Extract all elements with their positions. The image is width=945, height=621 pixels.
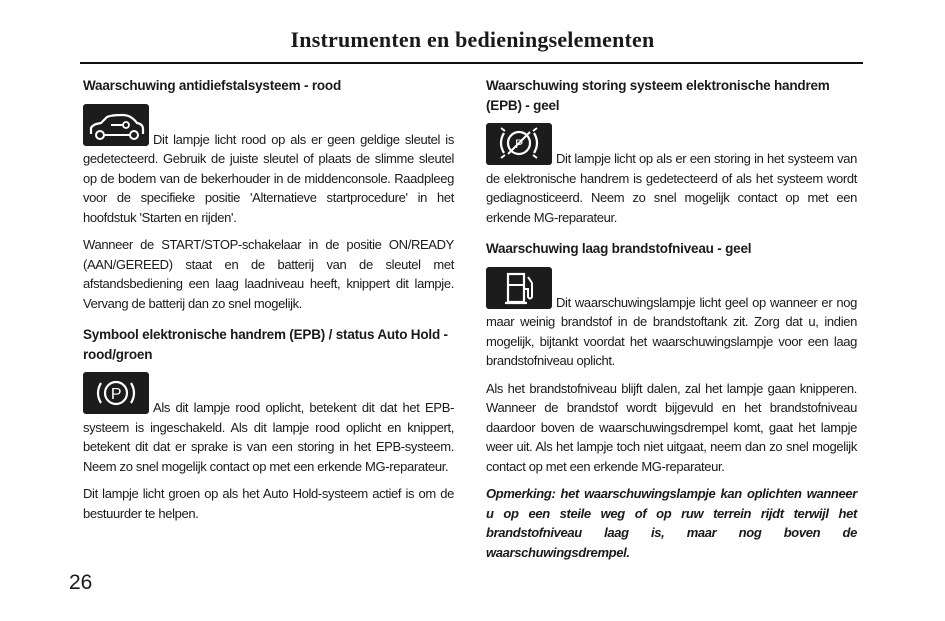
parking-brake-icon	[83, 372, 149, 414]
page-title: Instrumenten en bedieningselementen	[290, 27, 655, 52]
car-key-icon	[83, 104, 149, 146]
paragraph: Dit lampje licht groen op als het Auto Hold-systeem actief is om de bestuurder te helpen.	[83, 486, 454, 521]
paragraph: P Als dit lampje rood oplicht, betekent dit dat het EPB-systeem is ingeschakeld. Als dit lampje rood oplicht en knippert, betekent dit dat er sprake is van een storing in het EPB-systeem. Neem zo snel mogelijk contact op met een erkende MG-reparateur.	[83, 372, 454, 476]
left-column	[83, 76, 454, 531]
section-heading: Waarschuwing storing systeem elektronische handrem (EPB) - geel	[486, 78, 830, 113]
section-heading: Symbool elektronische handrem (EPB) / status Auto Hold - rood/groen	[83, 327, 448, 362]
title-divider	[80, 62, 863, 64]
svg-text:P: P	[515, 137, 523, 151]
paragraph: Dit lampje licht rood op als er geen geldige sleutel is gedetecteerd. Gebruik de juiste sleutel of plaats de slimme sleutel op de bodem van de bekerhouder in de middenconsole. Raadpleeg voor de specifieke positie 'Alternatieve startprocedure' in het hoofdstuk 'Starten en rijden'.	[83, 104, 454, 228]
right-column	[486, 76, 857, 570]
paragraph: Wanneer de START/STOP-schakelaar in de positie ON/READY (AAN/GEREED) staat en de batterij van de sleutel met afstandsbediening een laag laadniveau heeft, knippert dit lampje. Vervang de batterij dan zo snel mogelijk.	[83, 237, 454, 311]
paragraph: Dit waarschuwingslampje licht geel op wanneer er nog maar weinig brandstof in de brandstoftank zit. Zorg dat u, indien mogelijk, bijtankt voordat het waarschuwingslampje voor een laag brandstofniveau oplicht.	[486, 267, 857, 371]
svg-text:P: P	[110, 386, 122, 403]
page-number: 26	[69, 571, 93, 594]
paragraph: P Dit lampje licht op als er een storing in het systeem van de elektronische handrem is gedetecteerd of als het systeem wordt gediagnosticeerd. Neem zo snel mogelijk contact op met een erkende MG-reparateur.	[486, 123, 857, 227]
section-heading: Waarschuwing laag brandstofniveau - geel	[486, 241, 752, 256]
note-paragraph: Opmerking: het waarschuwingslampje kan oplichten wanneer u op een steile weg of op ruw terrein rijdt terwijl het brandstofniveau laag is, maar nog boven de waarschuwingsdrempel.	[486, 486, 857, 560]
epb-fault-icon	[486, 123, 552, 165]
fuel-pump-icon	[486, 267, 552, 309]
paragraph: Als het brandstofniveau blijft dalen, zal het lampje gaan knipperen. Wanneer de brandstof wordt bijgevuld en het brandstofniveau daardoor boven de waarschuwingsdrempel komt, gaat het lampje weer uit. Als het lampje toch niet uitgaat, neem dan zo snel mogelijk contact op met een erkende MG-reparateur.	[486, 380, 857, 474]
section-heading: Waarschuwing antidiefstalsysteem - rood	[83, 78, 342, 93]
